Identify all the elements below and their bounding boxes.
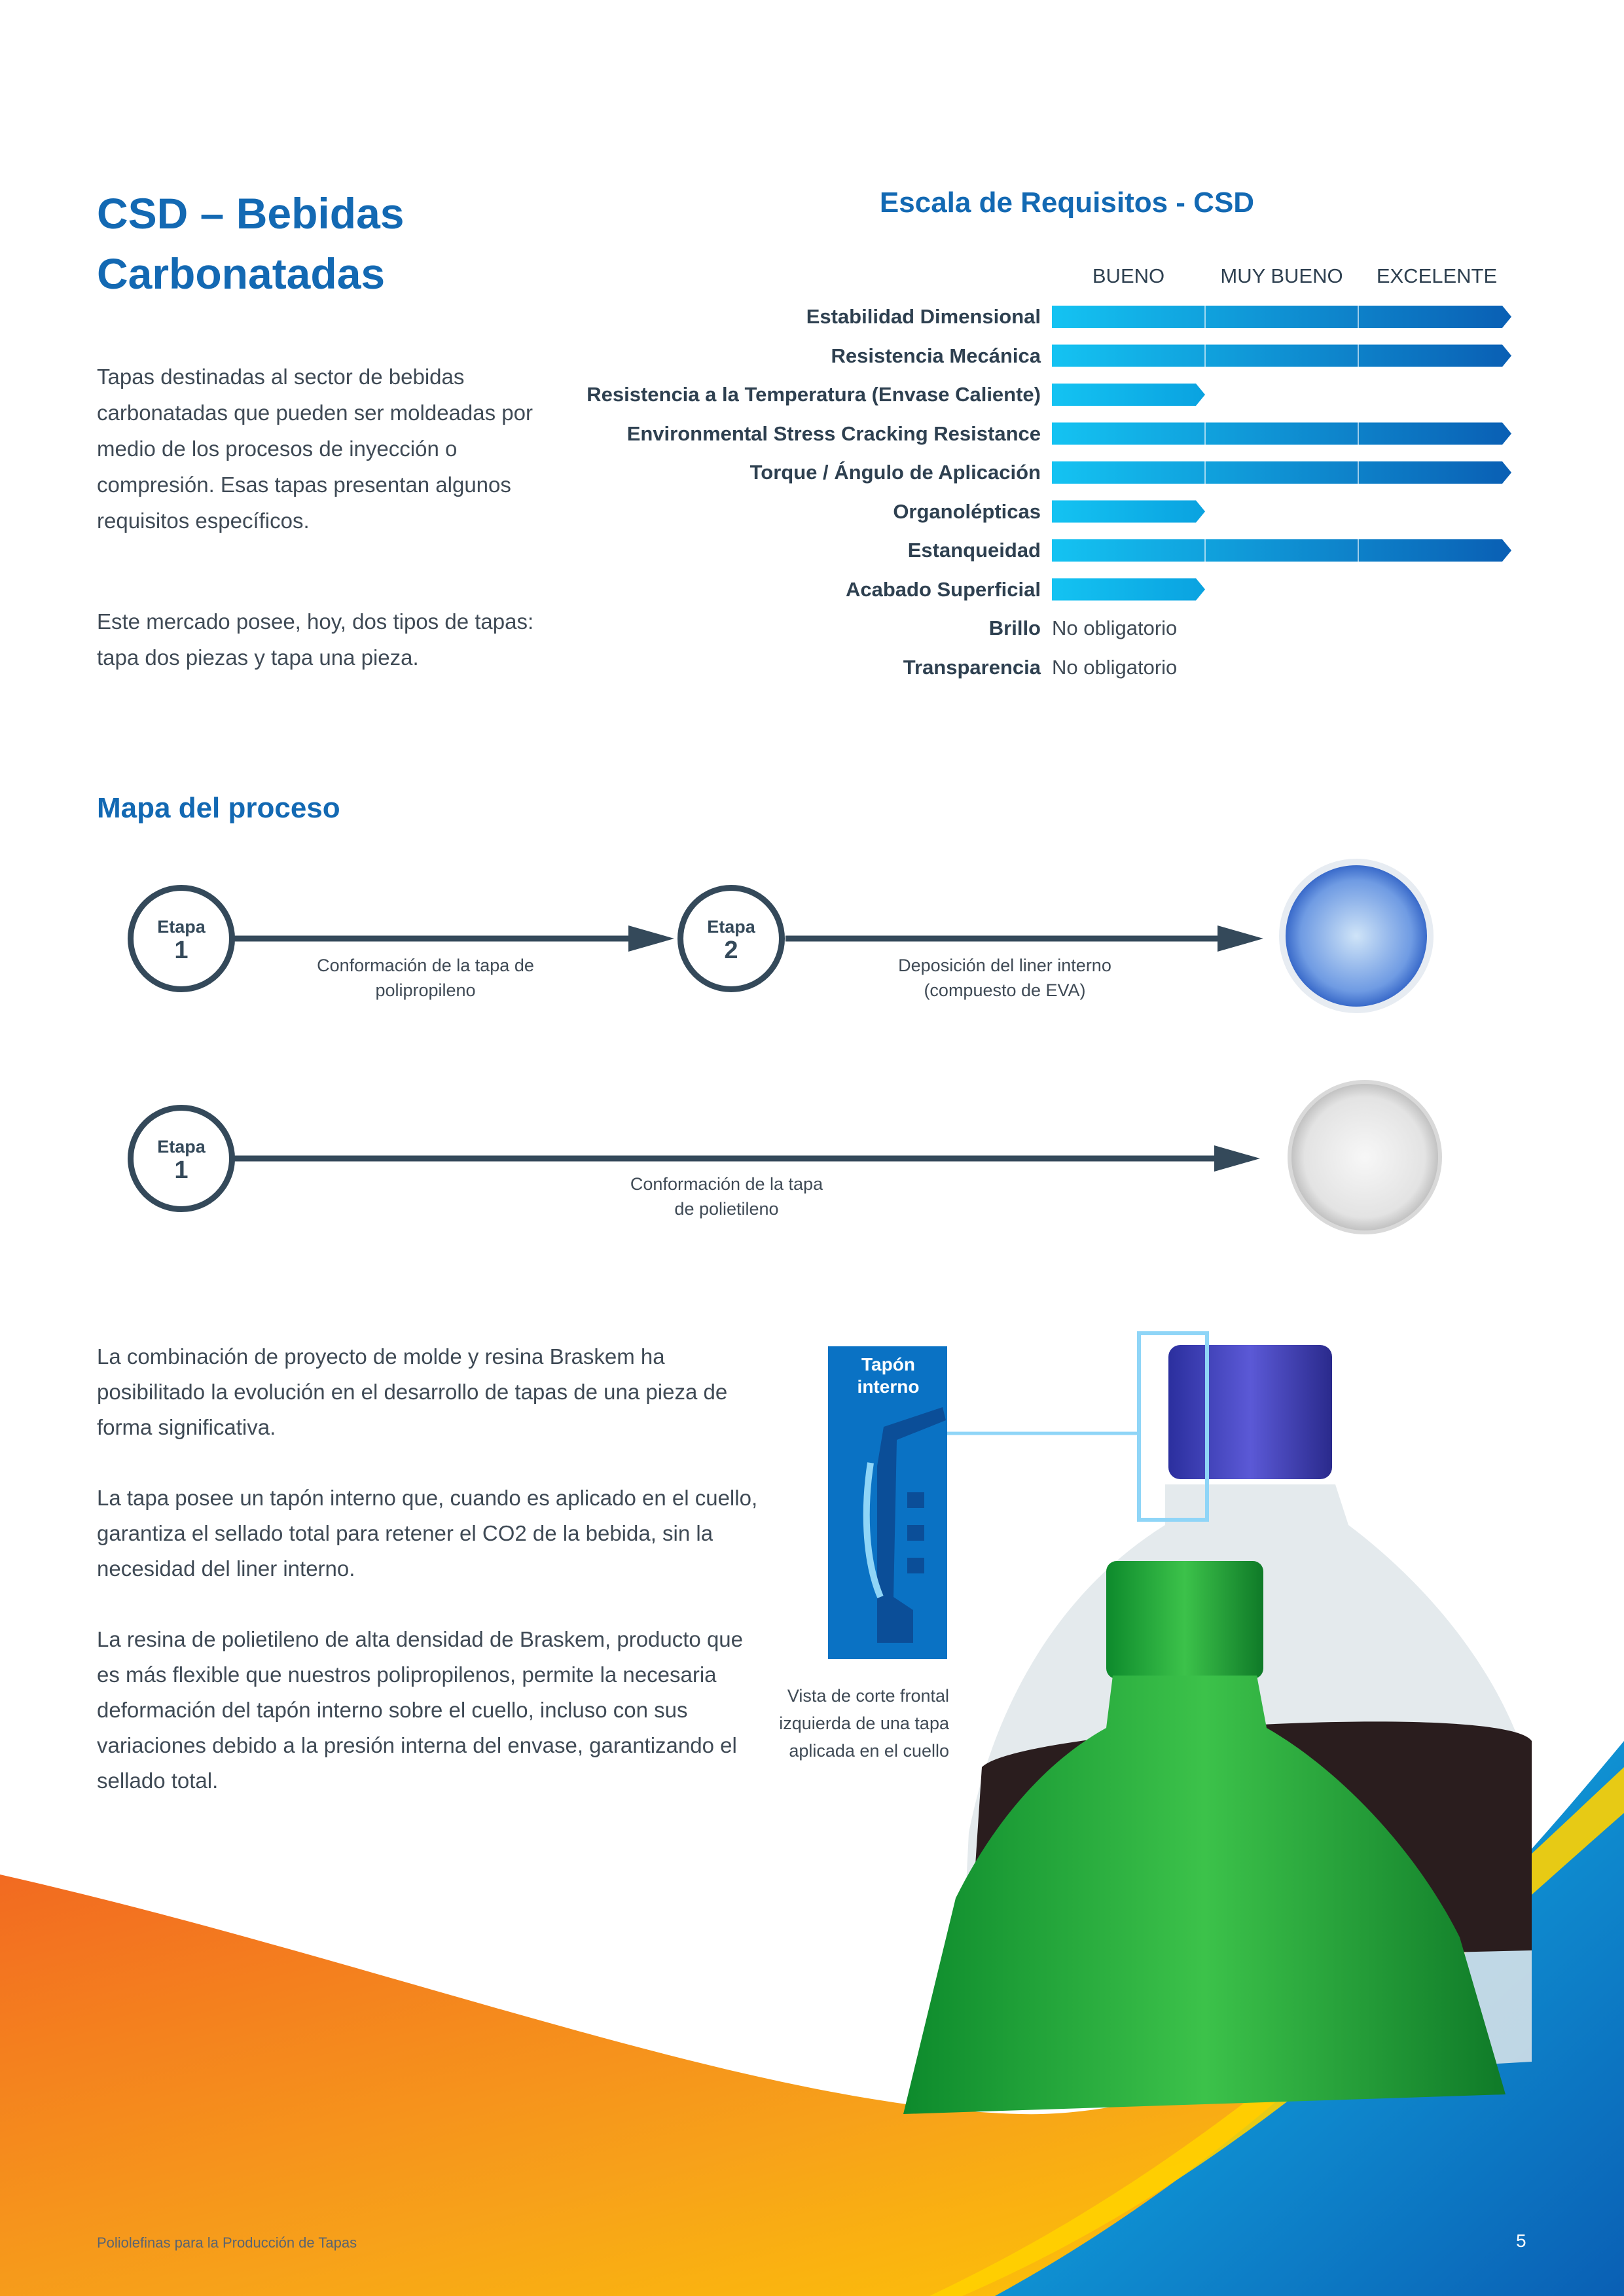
process-map-title: Mapa del proceso xyxy=(97,792,340,824)
requirement-row xyxy=(576,298,1624,336)
scale-title: Escala de Requisitos - CSD xyxy=(879,187,1255,219)
requirement-row xyxy=(576,609,1624,647)
requirement-note: No obligatorio xyxy=(1052,617,1178,639)
page-number: 5 xyxy=(1516,2231,1526,2251)
requirement-row xyxy=(576,415,1624,453)
footer-title: Poliolefinas para la Producción de Tapas xyxy=(97,2234,357,2251)
requirement-label: Environmental Stress Cracking Resistance xyxy=(626,422,1041,445)
stage-word: Etapa xyxy=(707,917,755,937)
stage-number: 1 xyxy=(174,1157,189,1184)
requirement-label: Brillo xyxy=(988,617,1041,639)
requirement-label: Transparencia xyxy=(903,655,1041,679)
two-piece-cap-image xyxy=(1282,862,1430,1010)
stage-word: Etapa xyxy=(157,917,206,937)
intro-paragraph-2: Este mercado posee, hoy, dos tipos de tapas: tapa dos piezas y tapa una pieza. xyxy=(97,609,534,670)
requirement-row xyxy=(576,571,1624,609)
body-paragraph-3: La resina de polietileno de alta densidad de Braskem, producto que es más flexible que nuestros polipropilenos, permite la necesaria deformación del tapón interno sobre el cuello, incluso con sus variaciones debido a la presión interna del envase, garantizando el sellado total. xyxy=(97,1627,744,1793)
page-title: CSD – Bebidas Carbonatadas xyxy=(97,189,405,298)
requirement-label: Torque / Ángulo de Aplicación xyxy=(749,461,1041,484)
requirement-label: Acabado Superficial xyxy=(845,577,1041,601)
stage-circle-1 xyxy=(128,885,235,992)
stage-circle-1b xyxy=(128,1105,235,1212)
requirement-label: Resistencia Mecánica xyxy=(831,344,1041,367)
requirement-row xyxy=(576,376,1624,414)
requirement-row xyxy=(576,337,1624,375)
requirement-row xyxy=(576,649,1624,687)
one-piece-cap-image xyxy=(1290,1082,1440,1232)
stage-number: 2 xyxy=(724,937,738,964)
stage-caption-liner: Deposición del liner interno (compuesto de EVA) xyxy=(898,956,1111,1000)
inner-plug-label: Tapón interno xyxy=(857,1354,920,1397)
level-header-very-good: MUY BUENO xyxy=(1220,264,1343,287)
stage-caption-pe: Conformación de la tapa de polietileno xyxy=(630,1174,823,1219)
requirement-label: Organolépticas xyxy=(893,499,1041,523)
body-paragraph-1: La combinación de proyecto de molde y resina Braskem ha posibilitado la evolución en el desarrollo de tapas de una pieza de forma significativa. xyxy=(97,1344,728,1439)
requirement-row xyxy=(576,454,1624,492)
intro-paragraph: Tapas destinadas al sector de bebidas carbonatadas que pueden ser moldeadas por medio de los procesos de inyección o compresión. Esas tapas presentan algunos requisitos específicos. xyxy=(97,365,533,533)
stage-number: 1 xyxy=(174,937,189,964)
requirement-label: Estanqueidad xyxy=(907,539,1041,562)
cross-section-caption: Vista de corte frontal izquierda de una tapa aplicada en el cuello xyxy=(779,1686,949,1761)
requirement-row xyxy=(576,531,1624,569)
requirement-label: Estabilidad Dimensional xyxy=(806,305,1041,328)
body-paragraph-2: La tapa posee un tapón interno que, cuando es aplicado en el cuello, garantiza el sellado total para retener el CO2 de la bebida, sin la necesidad del liner interno. xyxy=(97,1486,758,1581)
requirement-label: Resistencia a la Temperatura (Envase Caliente) xyxy=(586,383,1041,406)
requirement-note: No obligatorio xyxy=(1052,655,1178,679)
stage-word: Etapa xyxy=(157,1137,206,1157)
stage-caption-pp: Conformación de la tapa de polipropileno xyxy=(317,956,534,1000)
bottles-photo xyxy=(903,1345,1532,2114)
requirement-row xyxy=(576,493,1624,531)
level-header-good: BUENO xyxy=(1092,264,1165,287)
stage-circle-2 xyxy=(677,885,785,992)
level-header-excellent: EXCELENTE xyxy=(1376,264,1498,287)
